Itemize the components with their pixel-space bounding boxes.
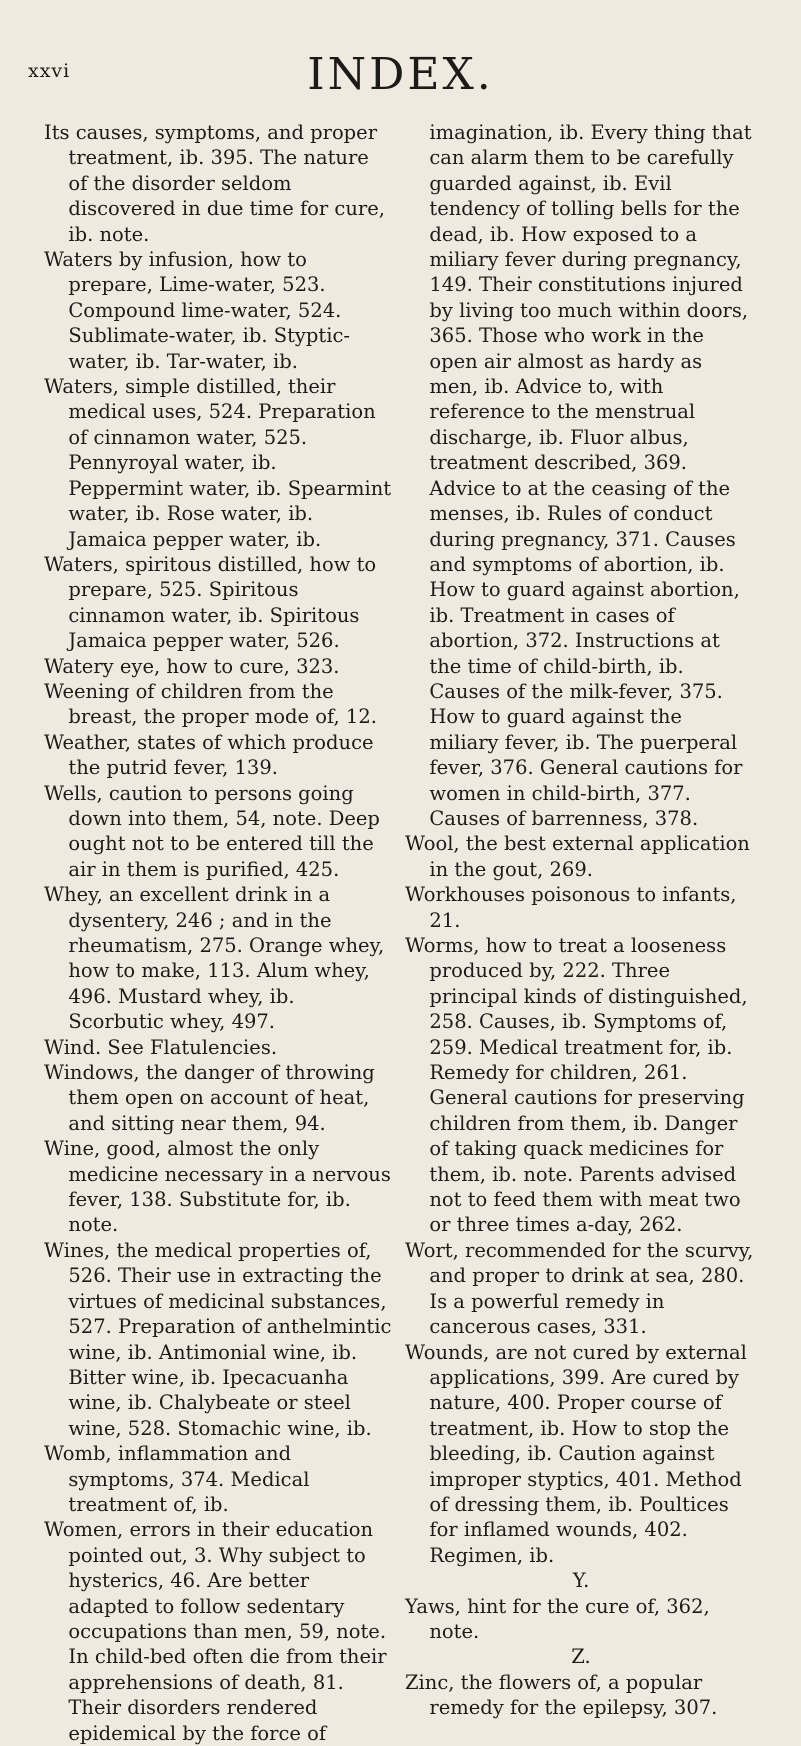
left-column bbox=[44, 120, 392, 1746]
index-entry: Workhouses poisonous to infants, 21. bbox=[405, 883, 737, 932]
index-entry: Yaws, hint for the cure of, 362, note. bbox=[405, 1594, 710, 1643]
index-entry: Watery eye, how to cure, 323. bbox=[44, 654, 340, 678]
index-entry: Wine, good, almost the only medicine necessary in a nervous fever, 138. Substitute for, ib. note. bbox=[44, 1137, 391, 1237]
index-entry: Wines, the medical properties of, 526. Their use in extracting the virtues of medicinal substances, 527. Preparation of anthelmintic wine, ib. Antimonial wine, ib. Bitter wine, ib. Ipecacuanha wine, ib. Chalybeate or steel wine, 528. Stomachic wine, ib. bbox=[44, 1238, 392, 1440]
index-entry: Zinc, the flowers of, a popular remedy for the epilepsy, 307. bbox=[405, 1670, 718, 1720]
index-entry: Its causes, symptoms, and proper treatment, ib. 395. The nature of the disorder seldom discovered in due time for cure, ib. note. bbox=[44, 121, 385, 246]
index-entry: Wounds, are not cured by external applications, 399. Are cured by nature, 400. Proper course of treatment, ib. How to stop the bleeding, ib. Caution against improper styptics, 401. Method of dressing them, ib. Poultices for inflamed wounds, 402. Regimen, ib. bbox=[405, 1340, 747, 1567]
section-letter-y: Y. bbox=[572, 1569, 590, 1593]
section-letter-z: Z. bbox=[571, 1645, 591, 1669]
index-entry: Wort, recommended for the scurvy, and proper to drink at sea, 280. Is a powerful remedy in cancerous cases, 331. bbox=[405, 1238, 754, 1339]
page-number: xxvi bbox=[28, 60, 71, 82]
index-entry: Weather, states of which produce the putrid fever, 139. bbox=[44, 730, 374, 780]
index-entry: Whey, an excellent drink in a dysentery, 246 ; and in the rheumatism, 275. Orange whey, how to make, 113. Alum whey, 496. Mustard whey, ib. Scorbutic whey, 497. bbox=[44, 883, 385, 1034]
index-entry: Worms, how to treat a looseness produced by, 222. Three principal kinds of distinguished, 258. Causes, ib. Symptoms of, 259. Medical treatment for, ib. Remedy for children, 261. General cautions for preserving children from them, ib. Danger of taking quack medicines for them, ib. note. Parents advised not to feed them with meat two or three times a-day, 262. bbox=[405, 934, 748, 1237]
index-entry: Wind. See Flatulencies. bbox=[44, 1035, 278, 1059]
index-entry: imagination, ib. Every thing that can alarm them to be carefully guarded against, ib. Evil tendency of tolling bells for the dead, ib. How exposed to a miliary fever during pregnancy, 149. Their constitutions injured by living too much within doors, 365. Those who work in the open air almost as hardy as men, ib. Advice to, with reference to the menstrual discharge, ib. Fluor albus, treatment described, 369. Advice to at the ceasing of the menses, ib. Rules of conduct during pregnancy, 371. Causes and symptoms of abortion, ib. How to guard against abortion, ib. Treatment in cases of abortion, 372. Instructions at the time of child-birth, ib. Causes of the milk-fever, 375. How to guard against the miliary fever, ib. The puerperal fever, 376. General cautions for women in child-birth, 377. Causes of barrenness, 378. bbox=[429, 121, 752, 830]
right-column bbox=[405, 120, 757, 1721]
index-entry: Womb, inflammation and symptoms, 374. Medical treatment of, ib. bbox=[44, 1442, 310, 1516]
index-entry: Women, errors in their education pointed out, 3. Why subject to hysterics, 46. Are better adapted to follow sedentary occupations than men, 59, note. In child-bed often die from their apprehensions of death, 81. Their disorders rendered epidemical by the force of bbox=[44, 1518, 387, 1745]
index-entry: Wells, caution to persons going down into them, 54, note. Deep ought not to be entered till the air in them is purified, 425. bbox=[44, 781, 380, 881]
index-entry: Waters by infusion, how to prepare, Lime-water, 523. Compound lime-water, 524. Sublimate-water, ib. Styptic-water, ib. Tar-water, ib. bbox=[44, 248, 350, 373]
running-head: INDEX. bbox=[307, 49, 494, 100]
index-entry: Weening of children from the breast, the proper mode of, 12. bbox=[44, 679, 377, 729]
index-entry: Waters, spiritous distilled, how to prepare, 525. Spiritous cinnamon water, ib. Spiritous Jamaica pepper water, 526. bbox=[44, 552, 377, 653]
index-entry: Windows, the danger of throwing them open on account of heat, and sitting near them, 94. bbox=[44, 1061, 375, 1135]
index-entry: Waters, simple distilled, their medical uses, 524. Preparation of cinnamon water, 525. Pennyroyal water, ib. Peppermint water, ib. Spearmint water, ib. Rose water, ib. Jamaica pepper water, ib. bbox=[44, 375, 392, 551]
index-entry: Wool, the best external application in the gout, 269. bbox=[405, 832, 750, 881]
